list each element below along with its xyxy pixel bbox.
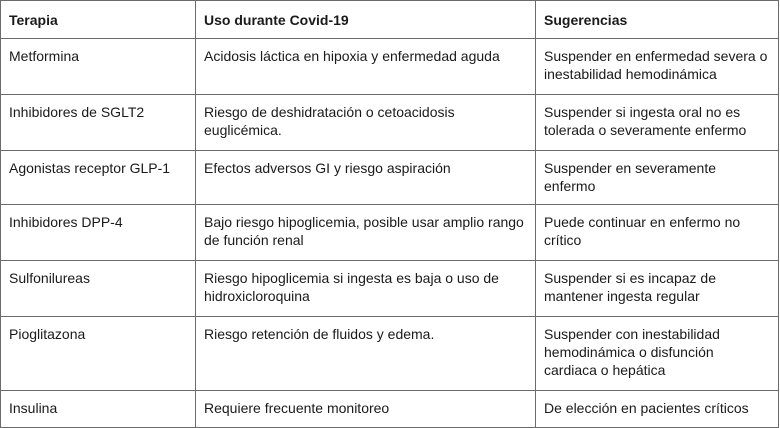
use-cell: Acidosis láctica en hipoxia y enfermedad aguda bbox=[196, 39, 536, 95]
therapy-cell: Inhibidores de SGLT2 bbox=[1, 95, 196, 151]
table-header-row bbox=[1, 1, 779, 39]
suggestion-cell: Suspender si ingesta oral no es tolerada o severamente enfermo bbox=[536, 95, 779, 151]
suggestion-cell: Suspender en enfermedad severa o inestabilidad hemodinámica bbox=[536, 39, 779, 95]
suggestion-cell: De elección en pacientes críticos bbox=[536, 391, 779, 428]
header-suggestions: Sugerencias bbox=[536, 1, 779, 39]
use-cell: Riesgo de deshidratación o cetoacidosis euglicémica. bbox=[196, 95, 536, 151]
header-use: Uso durante Covid-19 bbox=[196, 1, 536, 39]
suggestion-cell: Suspender en severamente enfermo bbox=[536, 151, 779, 205]
table-row bbox=[1, 205, 779, 261]
table-row bbox=[1, 39, 779, 95]
table-row bbox=[1, 391, 779, 428]
therapy-cell: Insulina bbox=[1, 391, 196, 428]
table-row bbox=[1, 151, 779, 205]
use-cell: Riesgo hipoglicemia si ingesta es baja o uso de hidroxicloroquina bbox=[196, 261, 536, 317]
therapy-cell: Inhibidores DPP-4 bbox=[1, 205, 196, 261]
table-row bbox=[1, 261, 779, 317]
therapy-cell: Pioglitazona bbox=[1, 317, 196, 391]
use-cell: Requiere frecuente monitoreo bbox=[196, 391, 536, 428]
suggestion-cell: Suspender si es incapaz de mantener ingesta regular bbox=[536, 261, 779, 317]
therapy-cell: Sulfonilureas bbox=[1, 261, 196, 317]
suggestion-cell: Suspender con inestabilidad hemodinámica o disfunción cardiaca o hepática bbox=[536, 317, 779, 391]
therapy-cell: Agonistas receptor GLP-1 bbox=[1, 151, 196, 205]
use-cell: Efectos adversos GI y riesgo aspiración bbox=[196, 151, 536, 205]
use-cell: Riesgo retención de fluidos y edema. bbox=[196, 317, 536, 391]
therapy-cell: Metformina bbox=[1, 39, 196, 95]
suggestion-cell: Puede continuar en enfermo no crítico bbox=[536, 205, 779, 261]
table-row bbox=[1, 95, 779, 151]
header-therapy: Terapia bbox=[1, 1, 196, 39]
table-row bbox=[1, 317, 779, 391]
use-cell: Bajo riesgo hipoglicemia, posible usar amplio rango de función renal bbox=[196, 205, 536, 261]
